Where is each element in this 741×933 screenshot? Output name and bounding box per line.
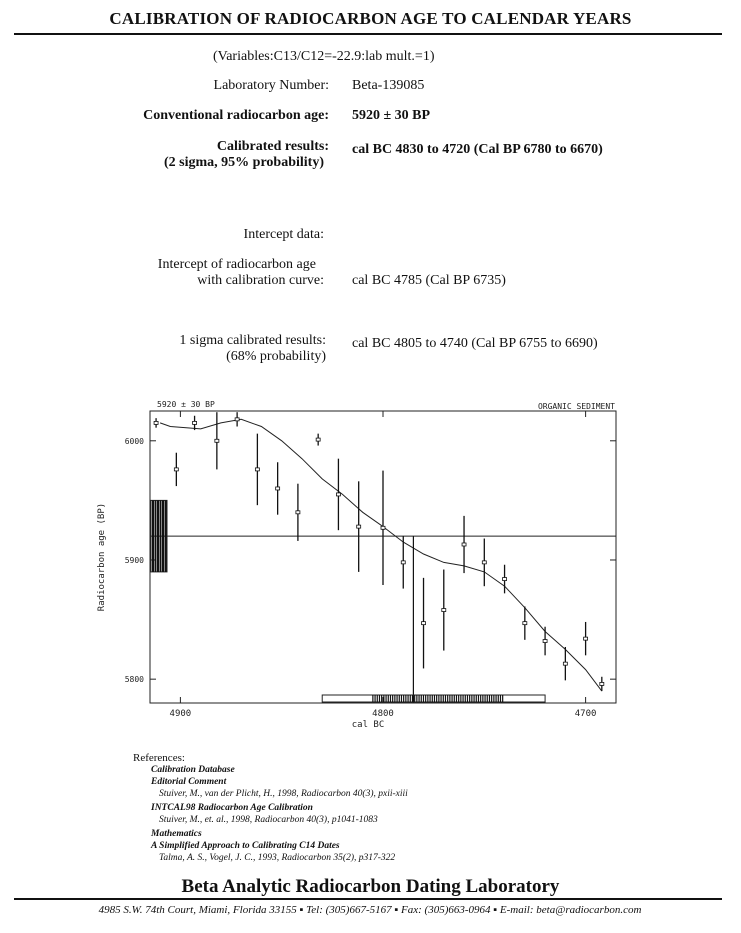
references-heading: References: (133, 752, 185, 764)
data-point (563, 662, 567, 665)
x-axis-label: cal BC (351, 720, 385, 730)
data-point (523, 622, 527, 625)
data-point (296, 511, 300, 514)
data-point (584, 637, 588, 640)
intercept-value: cal BC 4785 (Cal BP 6735) (352, 273, 506, 288)
chart-title-left: 5920 ± 30 BP (157, 400, 215, 409)
one-sigma-label: 1 sigma calibrated results: (179, 333, 326, 348)
intercept-heading: Intercept data: (243, 227, 324, 242)
data-point (543, 640, 547, 643)
lab-number-label: Laboratory Number: (213, 78, 329, 93)
reference-heading: INTCAL98 Radiocarbon Age Calibration (151, 803, 313, 813)
reference-citation: Talma, A. S., Vogel, J. C., 1993, Radiocarbon 35(2), p317-322 (159, 853, 396, 863)
conventional-age-label: Conventional radiocarbon age: (143, 108, 329, 123)
data-point (462, 543, 466, 546)
data-point (442, 609, 446, 612)
y-tick-label: 6000 (124, 436, 144, 446)
data-point (215, 439, 219, 442)
x-tick-label: 4900 (169, 709, 192, 719)
data-point (276, 487, 280, 490)
data-point (174, 468, 178, 471)
variables-line: (Variables:C13/C12=-22.9:lab mult.=1) (213, 49, 435, 64)
data-point (336, 493, 340, 496)
data-point (154, 421, 158, 424)
reference-citation: Stuiver, M., van der Plicht, H., 1998, Radiocarbon 40(3), pxii-xiii (159, 789, 408, 799)
calibrated-results-label: Calibrated results: (216, 139, 329, 154)
intercept-label-1: Intercept of radiocarbon age (157, 257, 316, 272)
data-point (193, 421, 197, 424)
calibration-curve (160, 419, 602, 691)
reference-heading: Mathematics (151, 829, 202, 839)
intercept-label-2: with calibration curve: (197, 273, 324, 288)
x-tick-label: 4800 (372, 709, 394, 719)
y-tick-label: 5900 (124, 555, 144, 565)
lab-address: 4985 S.W. 74th Court, Miami, Florida 33155 ▪ Tel: (305)667-5167 ▪ Fax: (305)663-0964 ▪ E-mail: beta@radiocarbon.com (98, 904, 642, 916)
data-point (381, 526, 385, 529)
lab-number-value: Beta-139085 (352, 78, 425, 93)
reference-heading: A Simplified Approach to Calibrating C14 Dates (151, 841, 340, 851)
x-tick-label: 4700 (574, 709, 597, 719)
footer-rule (14, 898, 722, 900)
conventional-age-value: 5920 ± 30 BP (352, 108, 431, 123)
one-sigma-value: cal BC 4805 to 4740 (Cal BP 6755 to 6690) (352, 336, 598, 351)
data-point (357, 525, 361, 528)
data-point (316, 438, 320, 441)
reference-heading: Calibration Database (151, 765, 235, 775)
data-point (503, 578, 507, 581)
data-point (255, 468, 259, 471)
data-point (401, 561, 405, 564)
reference-citation: Stuiver, M., et. al., 1998, Radiocarbon 40(3), p1041-1083 (159, 815, 378, 825)
y-axis-label: Radiocarbon age (BP) (97, 502, 107, 612)
data-point (422, 622, 426, 625)
chart-title-right: ORGANIC SEDIMENT (537, 402, 615, 411)
calibrated-results-value: cal BC 4830 to 4720 (Cal BP 6780 to 6670) (352, 142, 603, 157)
data-point (482, 561, 486, 564)
calibrated-range-2sigma (322, 695, 545, 702)
one-sigma-sub: (68% probability) (226, 349, 326, 364)
data-point (235, 418, 239, 421)
page-title: CALIBRATION OF RADIOCARBON AGE TO CALENDAR YEARS (109, 9, 632, 28)
calibrated-results-sub: (2 sigma, 95% probability) (164, 155, 324, 170)
y-tick-label: 5800 (124, 675, 144, 685)
data-point (600, 682, 604, 685)
reference-heading: Editorial Comment (151, 777, 227, 787)
lab-name: Beta Analytic Radiocarbon Dating Laboratory (181, 876, 560, 897)
